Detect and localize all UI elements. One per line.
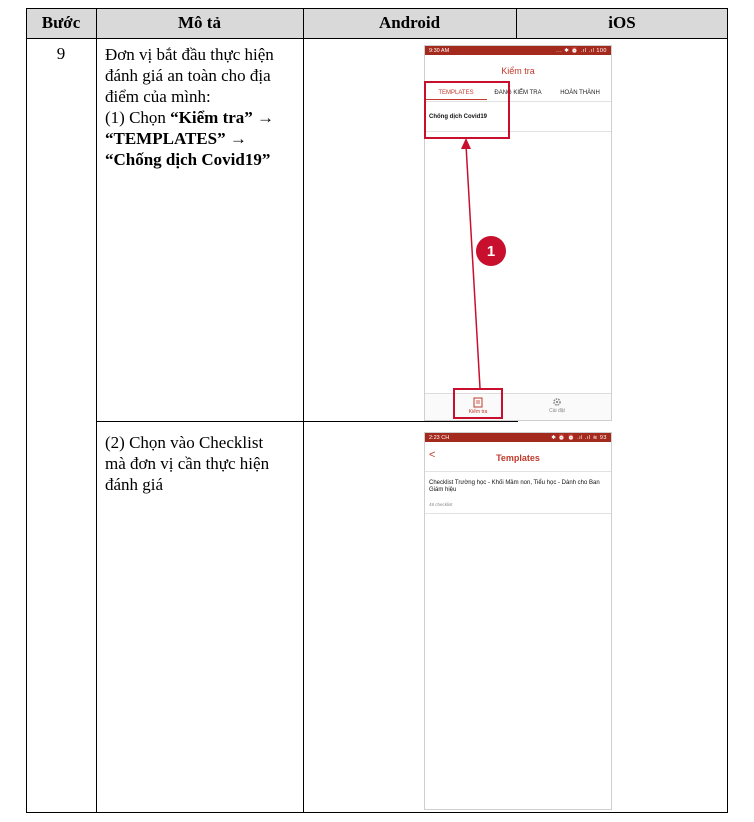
status-icons: ... ✱ ⏰ .ıl .ıl 100 bbox=[556, 47, 607, 54]
border bbox=[96, 421, 518, 422]
border bbox=[727, 8, 728, 813]
checklist-item-title[interactable]: Checklist Trường học - Khối Mầm non, Tiểu học - Dành cho Ban Giám hiệu bbox=[429, 480, 600, 493]
highlight-templates bbox=[424, 81, 510, 139]
instruction-prefix: (1) Chọn bbox=[105, 108, 171, 127]
instruction bbox=[105, 107, 305, 128]
border bbox=[26, 8, 27, 813]
border bbox=[26, 38, 728, 39]
list-item-covid19[interactable]: Chống dịch Covid19 bbox=[429, 114, 488, 120]
description-line: (2) Chọn vào Checklist bbox=[105, 433, 264, 452]
header-ios: iOS bbox=[608, 13, 636, 32]
gear-icon bbox=[552, 397, 562, 407]
nav-label: Kiểm tra bbox=[468, 409, 488, 415]
page-title: Kiểm tra bbox=[501, 66, 535, 76]
header-android: Android bbox=[378, 13, 441, 32]
description-line: Đơn vị bắt đầu thực hiện bbox=[105, 45, 274, 64]
back-icon[interactable]: < bbox=[429, 449, 436, 461]
header-description: Mô tả bbox=[178, 13, 221, 32]
description-line: điểm của mình: bbox=[105, 87, 211, 106]
step-number: 9 bbox=[56, 44, 66, 63]
instruction-covid: “Chống dịch Covid19” bbox=[105, 150, 271, 169]
description-line: đánh giá an toàn cho địa bbox=[105, 66, 271, 85]
description-line: đánh giá bbox=[105, 475, 164, 494]
row2-description bbox=[105, 432, 305, 495]
instruction-kiem-tra: “Kiểm tra” bbox=[170, 108, 258, 127]
status-bar bbox=[425, 433, 611, 442]
border bbox=[96, 8, 97, 813]
row1-description bbox=[105, 44, 305, 170]
nav-label: Cài đặt bbox=[549, 408, 565, 414]
instruction-templates: “TEMPLATES” bbox=[105, 129, 230, 148]
border bbox=[516, 8, 517, 38]
arrow-icon: → bbox=[229, 129, 247, 148]
status-time: 9:30 AM bbox=[429, 47, 450, 54]
divider bbox=[425, 471, 611, 472]
header-step: Bước bbox=[41, 13, 81, 32]
tab-dang-kiem-tra[interactable]: ĐANG KIỂM TRA bbox=[494, 90, 542, 96]
instruction-table bbox=[26, 8, 728, 813]
status-time: 2:23 CH bbox=[429, 434, 450, 441]
divider bbox=[425, 513, 611, 514]
step-badge: 1 bbox=[476, 236, 506, 266]
border bbox=[26, 812, 728, 813]
status-icons: ✱ ⏰ ⏰ .ıl .ıl ≋ 93 bbox=[551, 434, 607, 441]
checklist-item-count: 48 checklist bbox=[429, 502, 453, 507]
page-title: Templates bbox=[496, 453, 540, 463]
android-screen-templates bbox=[424, 432, 612, 810]
description-line: mà đơn vị cần thực hiện bbox=[105, 454, 270, 473]
arrow-icon: → bbox=[257, 108, 275, 127]
tab-hoan-thanh[interactable]: HOÀN THÀNH bbox=[560, 90, 600, 96]
instruction bbox=[105, 128, 305, 149]
border bbox=[26, 8, 728, 9]
status-bar bbox=[425, 46, 611, 55]
instruction bbox=[105, 149, 305, 170]
nav-cai-dat[interactable] bbox=[537, 397, 577, 414]
tab-templates[interactable]: TEMPLATES bbox=[425, 86, 487, 100]
